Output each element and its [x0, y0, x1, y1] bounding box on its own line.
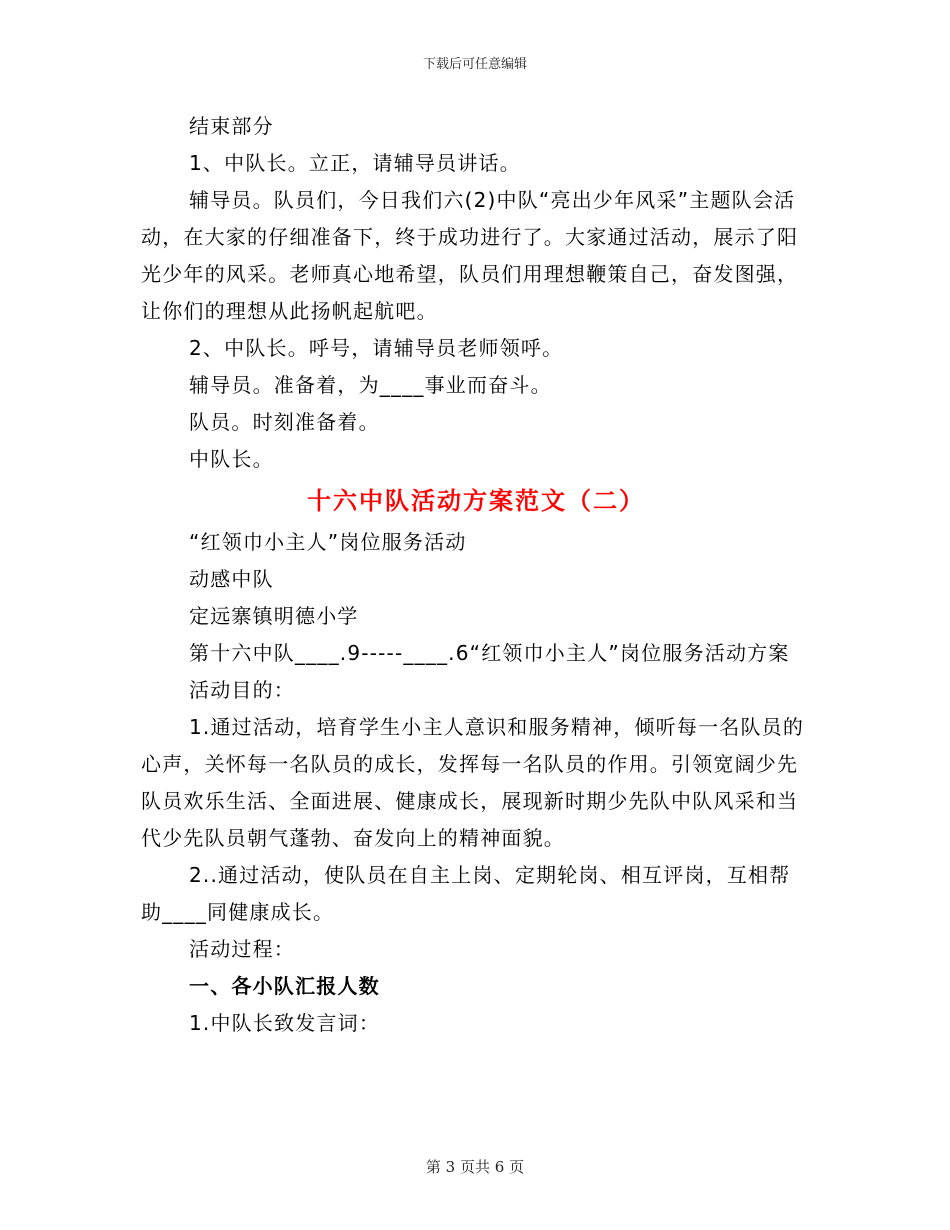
paragraph: 辅导员。准备着，为____事业而奋斗。	[189, 373, 552, 397]
paragraph: 定远寨镇明德小学	[189, 604, 359, 628]
paragraph: “红领巾小主人”岗位服务活动	[189, 530, 467, 554]
document-title: 十六中队活动方案范文（二）	[307, 487, 645, 515]
page-footer: 第 3 页共 6 页	[425, 1158, 525, 1176]
paragraph: 动感中队	[189, 567, 274, 591]
paragraph: 1.中队长致发言词：	[189, 1011, 381, 1035]
paragraph: 队员。时刻准备着。	[189, 410, 380, 434]
paragraph: 2、中队长。呼号，请辅导员老师领呼。	[189, 336, 564, 360]
paragraph: 中队长。	[189, 447, 274, 471]
paragraph: 2..通过活动，使队员在自主上岗、定期轮岗、相互评岗，互相帮助____同健康成长。	[141, 863, 791, 924]
section-heading: 一、各小队汇报人数	[189, 974, 380, 998]
section-label: 结束部分	[189, 114, 274, 138]
paragraph: 辅导员。队员们，今日我们六(2)中队“亮出少年风采”主题队会活动，在大家的仔细准备下，终于成功进行了。大家通过活动，展示了阳光少年的风采。老师真心地希望，队员们用理想鞭策自己，奋发图强，让你们的理想从此扬帆起航吧。	[141, 188, 799, 323]
paragraph: 活动过程：	[189, 937, 295, 961]
page-header: 下载后可任意编辑	[422, 57, 527, 72]
paragraph: 活动目的：	[189, 678, 295, 702]
paragraph: 1、中队长。立正，请辅导员讲话。	[189, 151, 521, 175]
paragraph: 第十六中队____.9-----____.6“红领巾小主人”岗位服务活动方案	[189, 641, 790, 665]
paragraph: 1.通过活动，培育学生小主人意识和服务精神，倾听每一名队员的心声，关怀每一名队员的成长，发挥每一名队员的作用。引领宽阔少先队员欢乐生活、全面进展、健康成长，展现新时期少先队中队风采和当代少先队员朝气蓬勃、奋发向上的精神面貌。	[141, 715, 805, 850]
document-body	[141, 108, 811, 1042]
